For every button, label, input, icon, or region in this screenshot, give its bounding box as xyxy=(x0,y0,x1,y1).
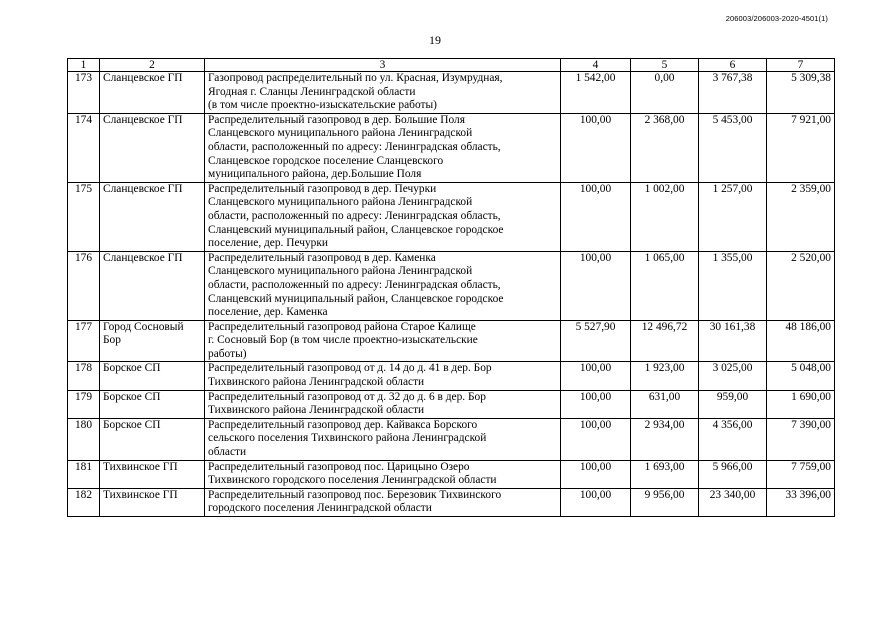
column-header: 7 xyxy=(767,59,835,72)
table-row xyxy=(68,390,835,418)
description-line: Сланцевского муниципального района Ленинградской xyxy=(208,265,473,278)
value-col4-cell: 5 527,90 xyxy=(561,320,631,362)
description-line: поселение, дер. Каменка xyxy=(208,306,328,319)
value-col4-cell: 100,00 xyxy=(561,418,631,460)
column-header: 2 xyxy=(100,59,205,72)
table-row xyxy=(68,460,835,488)
description-line: городского поселения Ленинградской области xyxy=(208,502,432,515)
value-col6-cell: 5 966,00 xyxy=(699,460,767,488)
column-header: 5 xyxy=(631,59,699,72)
description-cell xyxy=(205,488,561,516)
value-col7-cell: 1 690,00 xyxy=(767,390,835,418)
description-line: Распределительный газопровод района Старое Калище xyxy=(208,320,476,333)
value-col4-cell: 100,00 xyxy=(561,460,631,488)
description-line: г. Сосновый Бор (в том числе проектно-изыскательские xyxy=(208,334,478,347)
description-line: Распределительный газопровод в дер. Печурки xyxy=(208,182,437,195)
description-line: Распределительный газопровод от д. 32 до д. 6 в дер. Бор xyxy=(208,390,486,403)
row-number-cell: 178 xyxy=(68,362,100,390)
description-line: Распределительный газопровод пос. Березовик Тихвинского xyxy=(208,488,502,501)
row-number-cell: 174 xyxy=(68,113,100,182)
description-line: работы) xyxy=(208,347,247,360)
description-line: Тихвинского городского поселения Ленинградской области xyxy=(208,474,497,487)
value-col4-cell: 100,00 xyxy=(561,390,631,418)
value-col5-cell: 9 956,00 xyxy=(631,488,699,516)
description-line: Газопровод распределительный по ул. Красная, Изумрудная, xyxy=(208,72,503,84)
description-line: поселение, дер. Печурки xyxy=(208,237,328,250)
description-cell xyxy=(205,182,561,251)
table-row xyxy=(68,488,835,516)
value-col7-cell: 48 186,00 xyxy=(767,320,835,362)
value-col6-cell: 23 340,00 xyxy=(699,488,767,516)
description-line: (в том числе проектно-изыскательские работы) xyxy=(208,99,437,112)
row-number-cell: 177 xyxy=(68,320,100,362)
description-line: Ягодная г. Сланцы Ленинградской области xyxy=(208,85,416,98)
table-row xyxy=(68,251,835,320)
description-line: Распределительный газопровод в дер. Каменка xyxy=(208,251,436,264)
row-number-cell: 180 xyxy=(68,418,100,460)
description-line: Распределительный газопровод в дер. Большие Поля xyxy=(208,113,465,126)
value-col7-cell: 7 759,00 xyxy=(767,460,835,488)
column-header: 3 xyxy=(205,59,561,72)
value-col6-cell: 1 355,00 xyxy=(699,251,767,320)
column-header: 6 xyxy=(699,59,767,72)
value-col6-cell: 3 767,38 xyxy=(699,72,767,114)
description-line: Тихвинского района Ленинградской области xyxy=(208,404,425,417)
column-header: 4 xyxy=(561,59,631,72)
value-col4-cell: 100,00 xyxy=(561,251,631,320)
value-col7-cell: 5 309,38 xyxy=(767,72,835,114)
description-line: Распределительный газопровод пос. Царицыно Озеро xyxy=(208,460,470,473)
description-cell xyxy=(205,460,561,488)
value-col4-cell: 100,00 xyxy=(561,113,631,182)
description-cell xyxy=(205,390,561,418)
value-col5-cell: 1 693,00 xyxy=(631,460,699,488)
table-row xyxy=(68,320,835,362)
description-line: Тихвинского района Ленинградской области xyxy=(208,376,425,389)
organization-cell: Тихвинское ГП xyxy=(100,460,205,488)
organization-cell: Сланцевское ГП xyxy=(100,72,205,114)
description-line: муниципального района, дер.Большие Поля xyxy=(208,168,422,181)
description-cell xyxy=(205,418,561,460)
value-col5-cell: 0,00 xyxy=(631,72,699,114)
organization-cell: Сланцевское ГП xyxy=(100,251,205,320)
value-col7-cell: 7 921,00 xyxy=(767,113,835,182)
organization-cell: Город Сосновый Бор xyxy=(100,320,205,362)
description-cell xyxy=(205,113,561,182)
value-col5-cell: 2 934,00 xyxy=(631,418,699,460)
description-line: Сланцевский муниципальный район, Сланцевское городское xyxy=(208,223,504,236)
description-line: Сланцевское городское поселение Сланцевского xyxy=(208,154,444,167)
description-cell xyxy=(205,362,561,390)
value-col6-cell: 5 453,00 xyxy=(699,113,767,182)
organization-cell: Тихвинское ГП xyxy=(100,488,205,516)
row-number-cell: 173 xyxy=(68,72,100,114)
document-id: 206003/206003-2020-4501(1) xyxy=(725,14,828,23)
column-header: 1 xyxy=(68,59,100,72)
value-col6-cell: 4 356,00 xyxy=(699,418,767,460)
value-col4-cell: 100,00 xyxy=(561,488,631,516)
description-cell xyxy=(205,251,561,320)
value-col7-cell: 33 396,00 xyxy=(767,488,835,516)
description-line: Сланцевский муниципальный район, Сланцевское городское xyxy=(208,292,504,305)
value-col7-cell: 2 359,00 xyxy=(767,182,835,251)
value-col5-cell: 631,00 xyxy=(631,390,699,418)
description-cell xyxy=(205,72,561,114)
row-number-cell: 176 xyxy=(68,251,100,320)
value-col7-cell: 5 048,00 xyxy=(767,362,835,390)
organization-cell: Борское СП xyxy=(100,418,205,460)
value-col6-cell: 959,00 xyxy=(699,390,767,418)
value-col5-cell: 1 923,00 xyxy=(631,362,699,390)
table-row xyxy=(68,182,835,251)
value-col6-cell: 3 025,00 xyxy=(699,362,767,390)
row-number-cell: 175 xyxy=(68,182,100,251)
row-number-cell: 182 xyxy=(68,488,100,516)
description-line: Сланцевского муниципального района Ленинградской xyxy=(208,127,473,140)
organization-cell: Сланцевское ГП xyxy=(100,182,205,251)
value-col7-cell: 2 520,00 xyxy=(767,251,835,320)
value-col4-cell: 100,00 xyxy=(561,182,631,251)
table-row xyxy=(68,418,835,460)
value-col4-cell: 100,00 xyxy=(561,362,631,390)
value-col6-cell: 1 257,00 xyxy=(699,182,767,251)
value-col5-cell: 2 368,00 xyxy=(631,113,699,182)
value-col7-cell: 7 390,00 xyxy=(767,418,835,460)
description-line: области, расположенный по адресу: Ленинградская область, xyxy=(208,140,501,153)
header-row xyxy=(68,59,835,72)
description-line: области, расположенный по адресу: Ленинградская область, xyxy=(208,278,501,291)
description-line: области xyxy=(208,446,247,459)
description-line: Сланцевского муниципального района Ленинградской xyxy=(208,196,473,209)
value-col6-cell: 30 161,38 xyxy=(699,320,767,362)
table-row xyxy=(68,113,835,182)
description-line: Распределительный газопровод дер. Кайвакса Борского xyxy=(208,418,478,431)
description-line: области, расположенный по адресу: Ленинградская область, xyxy=(208,209,501,222)
value-col5-cell: 12 496,72 xyxy=(631,320,699,362)
table-row xyxy=(68,72,835,114)
row-number-cell: 179 xyxy=(68,390,100,418)
description-line: Распределительный газопровод от д. 14 до д. 41 в дер. Бор xyxy=(208,362,492,375)
value-col5-cell: 1 065,00 xyxy=(631,251,699,320)
organization-cell: Сланцевское ГП xyxy=(100,113,205,182)
description-line: сельского поселения Тихвинского района Ленинградской xyxy=(208,432,487,445)
description-cell xyxy=(205,320,561,362)
table-row xyxy=(68,362,835,390)
value-col5-cell: 1 002,00 xyxy=(631,182,699,251)
organization-cell: Борское СП xyxy=(100,362,205,390)
value-col4-cell: 1 542,00 xyxy=(561,72,631,114)
page-number: 19 xyxy=(429,33,441,47)
investment-table xyxy=(67,58,835,517)
row-number-cell: 181 xyxy=(68,460,100,488)
organization-cell: Борское СП xyxy=(100,390,205,418)
